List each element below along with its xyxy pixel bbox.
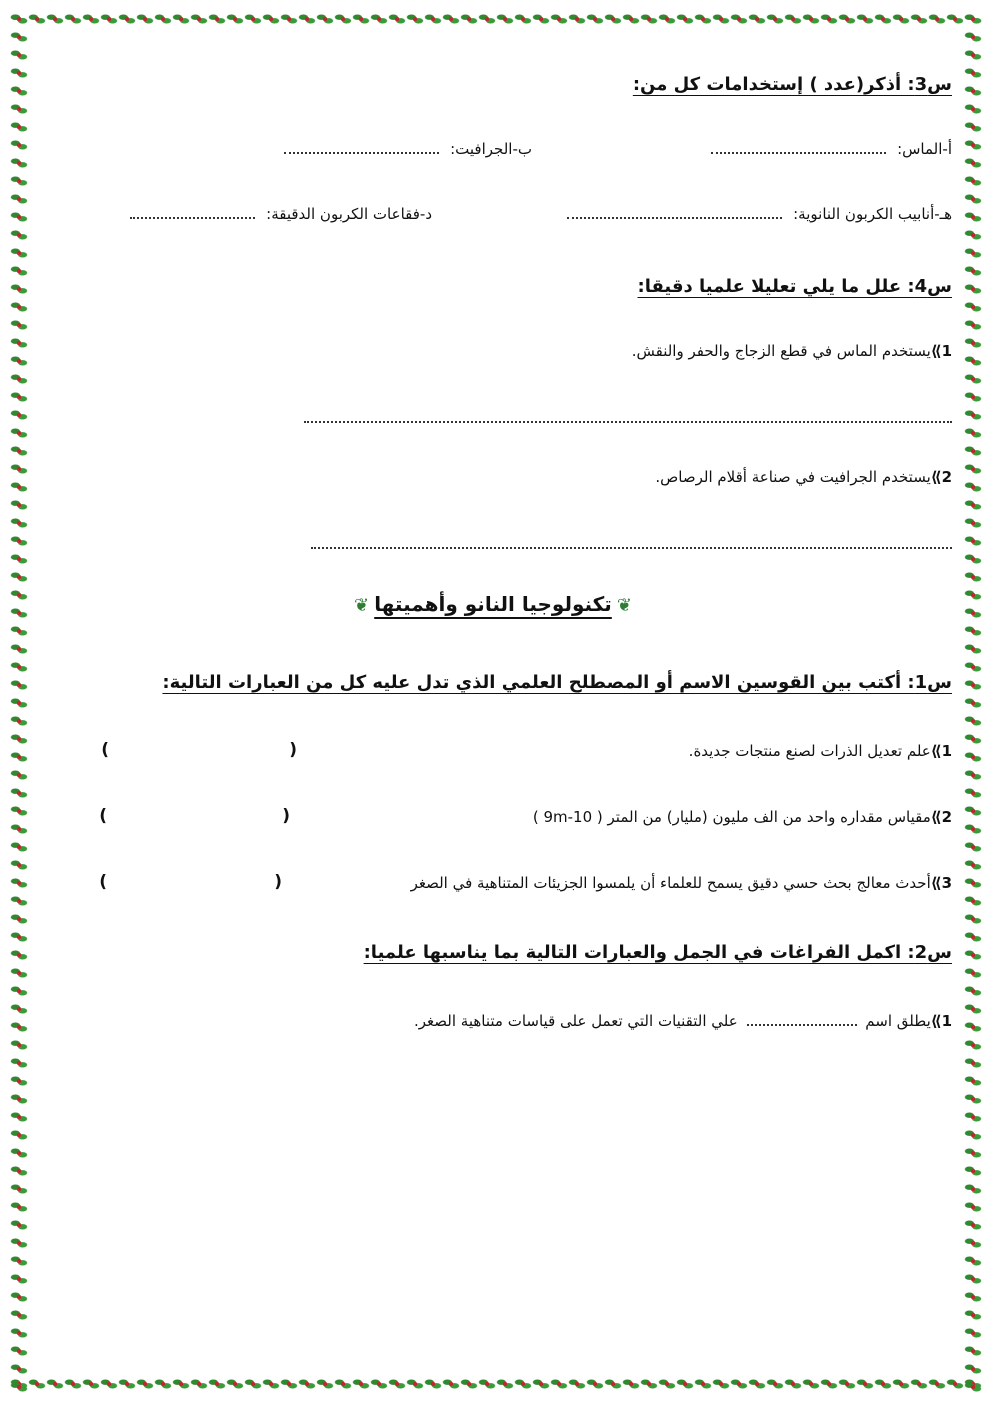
q1-item-2-paren-open: ( xyxy=(282,806,290,826)
q1-item-1-paren-close: ) xyxy=(101,740,109,760)
q1-item-1-answer[interactable] xyxy=(107,740,277,762)
bullet-icon: ⟫ xyxy=(930,874,942,892)
q1-item-1-text: علم تعديل الذرات لصنع منتجات جديدة. xyxy=(688,742,931,760)
border-top xyxy=(10,10,982,28)
bullet-icon: ⟫ xyxy=(930,342,942,360)
q1-item-3-text: أحدث معالج بحث حسي دقيق يسمح للعلماء أن يلمسوا الجزيئات المتناهية في الصغر xyxy=(410,874,931,892)
q4-answer-line-1[interactable] xyxy=(304,408,952,427)
item-number: 1 xyxy=(941,742,952,760)
q3-d-blank[interactable] xyxy=(130,205,255,219)
q2-item-1-after: علي التقنيات التي تعمل على قياسات متناهية الصغر. xyxy=(414,1012,738,1030)
q1-item-3-answer[interactable] xyxy=(107,872,264,894)
bullet-icon: ⟫ xyxy=(930,808,942,826)
ornament-icon: ❦ xyxy=(354,595,370,616)
q3-b-blank[interactable] xyxy=(284,140,439,154)
q4-item-2 xyxy=(655,468,952,486)
ornament-icon: ❦ xyxy=(616,595,632,616)
q3-item-a xyxy=(711,140,952,158)
item-number: 1 xyxy=(941,342,952,360)
q1-item-2 xyxy=(533,808,952,826)
item-number: 2 xyxy=(941,808,952,826)
q3-h-blank[interactable] xyxy=(567,205,782,219)
q2-item-1-before: يطلق اسم xyxy=(865,1012,931,1030)
q1-item-3-paren-close: ) xyxy=(99,872,107,892)
q3-a-blank[interactable] xyxy=(711,140,886,154)
item-number: 2 xyxy=(941,468,952,486)
q3-a-label: أ-الماس: xyxy=(897,140,952,158)
q2-title: س2: اكمل الفراغات في الجمل والعبارات التالية بما يناسبها علميا: xyxy=(363,942,952,963)
q1-item-1-paren-open: ( xyxy=(289,740,297,760)
q3-title: س3: أذكر(عدد ) إستخدامات كل من: xyxy=(632,74,952,95)
item-number: 1 xyxy=(941,1012,952,1030)
q2-item-1 xyxy=(414,1012,952,1030)
q3-b-label: ب-الجرافيت: xyxy=(450,140,532,158)
q1-item-2-paren-close: ) xyxy=(99,806,107,826)
q3-item-h xyxy=(567,205,952,223)
q4-item-2-text: يستخدم الجرافيت في صناعة أقلام الرصاص. xyxy=(655,468,931,486)
q3-item-b xyxy=(284,140,532,158)
bullet-icon: ⟫ xyxy=(930,468,942,486)
q3-d-label: د-فقاعات الكربون الدقيقة: xyxy=(266,205,432,223)
item-number: 3 xyxy=(941,874,952,892)
q3-h-label: هـ-أنابيب الكربون النانوية: xyxy=(793,205,952,223)
q1-item-3 xyxy=(411,874,952,892)
border-bottom xyxy=(10,1375,982,1393)
worksheet-page xyxy=(40,40,952,1363)
q1-title: س1: أكتب بين القوسين الاسم أو المصطلح العلمي الذي تدل عليه كل من العبارات التالية: xyxy=(162,672,952,693)
q1-item-1 xyxy=(689,742,952,760)
border-right xyxy=(964,10,982,1393)
section-title: تكنولوجيا النانو وأهميتها xyxy=(374,592,612,616)
q4-item-1 xyxy=(632,342,952,360)
q2-item-1-blank[interactable] xyxy=(747,1012,857,1026)
q4-item-1-text: يستخدم الماس في قطع الزجاج والحفر والنقش. xyxy=(631,342,931,360)
bullet-icon: ⟫ xyxy=(930,1012,942,1030)
q1-item-2-answer[interactable] xyxy=(107,806,272,828)
q3-item-d xyxy=(130,205,432,223)
q4-answer-line-2[interactable] xyxy=(311,534,952,553)
bullet-icon: ⟫ xyxy=(930,742,942,760)
border-left xyxy=(10,10,28,1393)
q4-title: س4: علل ما يلي تعليلا علميا دقيقا: xyxy=(637,276,952,297)
q1-item-2-text: مقياس مقداره واحد من الف مليون (مليار) من المتر ( 10-9m ) xyxy=(532,808,931,826)
section-heading xyxy=(354,592,632,616)
q1-item-3-paren-open: ( xyxy=(274,872,282,892)
